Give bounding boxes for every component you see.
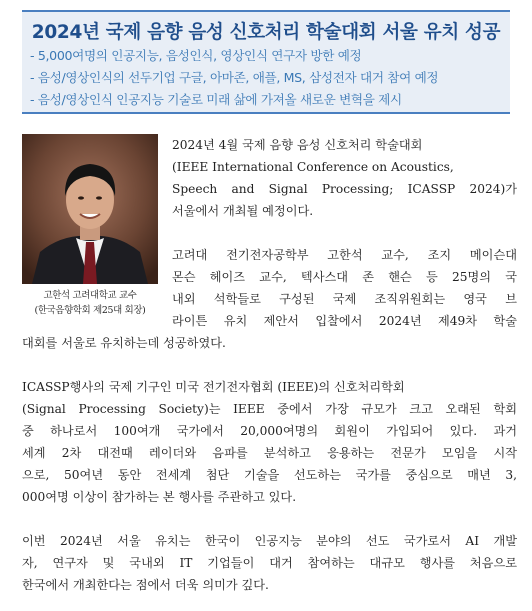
- article-line: 서울에서 개최될 예정이다.: [172, 204, 314, 218]
- article-line: 중 하나로서 100여개 국가에서 20,000여명의 회원이 가입되어 있다. 과거: [22, 424, 517, 438]
- article-line: 내외 석학들로 구성된 국제 조직위원회는 영국 브: [172, 292, 517, 306]
- professor-portrait-photo: [22, 134, 158, 284]
- headline-box: [22, 10, 510, 114]
- article-line: 세계 2차 대전때 레이더와 음파를 분석하고 응용하는 전문가 모임을 시작: [22, 446, 517, 460]
- headline-bullet-list: [30, 45, 438, 111]
- article-line: 자, 연구자 및 국내외 IT 기업들이 대거 참여하는 대규모 행사를 처음으로: [22, 556, 517, 570]
- article-line: 대회를 서울로 유치하는데 성공하였다.: [22, 336, 226, 350]
- article-line: 이번 2024년 서울 유치는 한국이 인공지능 분야의 선도 국가로서 AI 개발: [22, 534, 517, 548]
- article-line: Speech and Signal Processing; ICASSP 2024)가: [172, 182, 517, 196]
- article-line: ICASSP행사의 국제 기구인 미국 전기전자협회 (IEEE)의 신호처리학회: [22, 380, 405, 394]
- headline-title: 2024년 국제 음향 음성 신호처리 학술대회 서울 유치 성공: [31, 22, 501, 43]
- article-line: 라이튼 유치 제안서 입찰에서 2024년 제49차 학술: [172, 314, 517, 328]
- article-line: 한국에서 개최한다는 점에서 더욱 의미가 깊다.: [22, 578, 269, 592]
- article-line: (IEEE International Conference on Acoustics,: [172, 160, 454, 174]
- headline-bullet: - 음성/영상인식의 선두기업 구글, 아마존, 애플, MS, 삼성전자 대거 참여 예정: [30, 70, 439, 85]
- article-line: 몬슨 헤이즈 교수, 텍사스대 존 핸슨 등 25명의 국: [172, 270, 517, 284]
- article-line: 고려대 전기전자공학부 고한석 교수, 조지 메이슨대: [172, 248, 517, 262]
- article-line: 으로, 50여년 동안 전세계 첨단 기술을 선도하는 국가를 중심으로 매년 3,: [22, 468, 517, 482]
- headline-bullet: - 5,000여명의 인공지능, 음성인식, 영상인식 연구자 방한 예정: [30, 48, 362, 63]
- photo-caption-title: (한국음향학회 제25대 회장): [34, 305, 146, 316]
- headline-bullet: - 음성/영상인식 인공지능 기술로 미래 삶에 가져올 새로운 변혁을 제시: [30, 92, 402, 107]
- photo-caption: [22, 288, 158, 318]
- photo-caption-name: 고한석 고려대학교 교수: [43, 290, 137, 301]
- article-line: (Signal Processing Society)는 IEEE 중에서 가장 규모가 크고 오래된 학회: [22, 402, 517, 416]
- portrait-illustration: [22, 134, 158, 284]
- article-line: 2024년 4월 국제 음향 음성 신호처리 학술대회: [172, 138, 423, 152]
- article-line: 000여명 이상이 참가하는 본 행사를 주관하고 있다.: [22, 490, 297, 504]
